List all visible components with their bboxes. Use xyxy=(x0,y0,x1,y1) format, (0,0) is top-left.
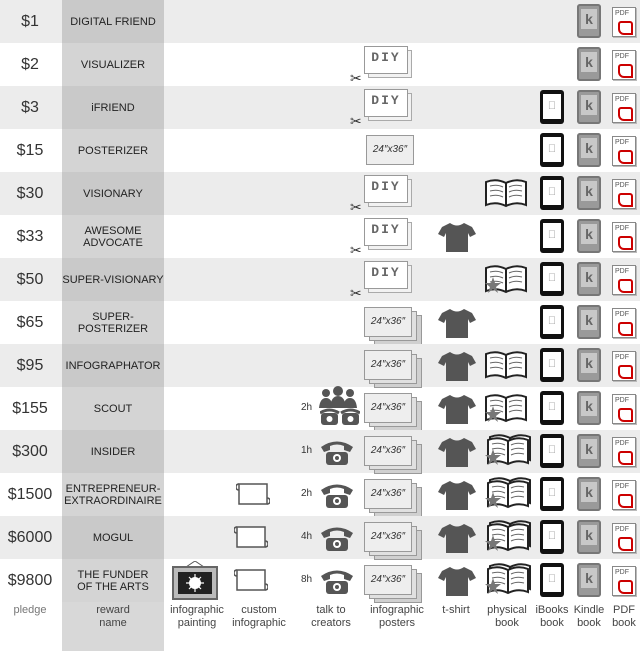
ipad-icon xyxy=(540,90,564,124)
kindle-letter: k xyxy=(581,439,597,459)
poster-icon: 24″x36″ xyxy=(364,393,418,423)
pledge-amount: $50 xyxy=(16,271,44,288)
pledge-amount: $3 xyxy=(21,99,39,116)
kindle-icon xyxy=(577,133,601,167)
tier-row xyxy=(0,430,640,473)
pdf-icon xyxy=(612,7,636,37)
ipad-icon xyxy=(540,305,564,339)
tier-row xyxy=(0,43,640,86)
diy-poster-icon: DIY ✂ xyxy=(350,218,412,254)
painting-icon xyxy=(170,561,220,595)
pledge-amount: $2 xyxy=(21,56,39,73)
physical-book-icon xyxy=(484,565,528,595)
phone-icon xyxy=(320,407,360,427)
tier-row xyxy=(0,0,640,43)
reward-name: SUPER-POSTERIZER xyxy=(62,301,164,344)
reward-name: ENTREPRENEUR- EXTRAORDINAIRE xyxy=(62,473,164,516)
pledge-amount: $155 xyxy=(12,400,48,417)
tier-row xyxy=(0,387,640,430)
footer-custom: custom infographic xyxy=(232,604,286,629)
phone-icon xyxy=(318,524,356,552)
apple-icon xyxy=(543,395,561,420)
kindle-letter: k xyxy=(581,353,597,373)
tshirt-icon xyxy=(438,522,476,554)
reward-name: VISIONARY xyxy=(62,172,164,215)
kindle-icon xyxy=(577,305,601,339)
kindle-icon xyxy=(577,477,601,511)
reward-name: VISUALIZER xyxy=(62,43,164,86)
physical-book-icon xyxy=(484,393,528,423)
kindle-icon xyxy=(577,4,601,38)
tier-row xyxy=(0,473,640,516)
kindle-icon xyxy=(577,391,601,425)
pledge-amount: $9800 xyxy=(7,572,53,589)
apple-icon xyxy=(543,266,561,291)
pdf-icon xyxy=(612,308,636,338)
pdf-icon xyxy=(612,394,636,424)
custom-infographic-icon xyxy=(234,567,266,593)
tshirt-icon xyxy=(438,393,476,425)
kindle-icon xyxy=(577,520,601,554)
phone-icon xyxy=(318,567,356,595)
apple-icon xyxy=(543,567,561,592)
talk-hours: 1h xyxy=(301,445,313,456)
ipad-icon xyxy=(540,262,564,296)
apple-icon xyxy=(543,309,561,334)
footer-physical: physical book xyxy=(487,604,527,629)
phone-icon xyxy=(318,438,356,466)
ipad-icon xyxy=(540,391,564,425)
footer-pledge: pledge xyxy=(13,604,47,616)
reward-name: INSIDER xyxy=(62,430,164,473)
tier-row xyxy=(0,172,640,215)
tier-row xyxy=(0,129,640,172)
poster-icon: 24″x36″ xyxy=(364,436,418,466)
diy-poster-icon: DIY ✂ xyxy=(350,175,412,211)
tier-row xyxy=(0,258,640,301)
pdf-icon xyxy=(612,222,636,252)
footer-painting: infographic painting xyxy=(170,604,224,629)
ipad-icon xyxy=(540,176,564,210)
kindle-letter: k xyxy=(581,310,597,330)
kindle-icon xyxy=(577,434,601,468)
apple-icon xyxy=(543,481,561,506)
ipad-icon xyxy=(540,348,564,382)
talk-hours: 8h xyxy=(301,574,313,585)
pledge-amount: $300 xyxy=(12,443,48,460)
apple-icon xyxy=(543,524,561,549)
tier-row xyxy=(0,301,640,344)
pdf-icon xyxy=(612,93,636,123)
tier-row xyxy=(0,86,640,129)
reward-name: AWESOME ADVOCATE xyxy=(62,215,164,258)
reward-name: SCOUT xyxy=(62,387,164,430)
reward-name: DIGITAL FRIEND xyxy=(62,0,164,43)
kindle-letter: k xyxy=(581,267,597,287)
tier-row xyxy=(0,516,640,559)
diy-poster-icon: DIY ✂ xyxy=(350,89,412,125)
apple-icon xyxy=(543,352,561,377)
kindle-icon xyxy=(577,262,601,296)
physical-book-icon xyxy=(484,178,528,208)
poster-icon: 24″x36″ xyxy=(364,350,418,380)
pdf-icon xyxy=(612,179,636,209)
pdf-icon xyxy=(612,437,636,467)
poster-icon: 24″x36″ xyxy=(364,307,418,337)
kindle-icon xyxy=(577,219,601,253)
footer-pdf: PDF book xyxy=(612,604,636,629)
physical-book-icon xyxy=(484,350,528,380)
phone-icon xyxy=(318,481,356,509)
kindle-icon xyxy=(577,563,601,597)
kindle-icon xyxy=(577,90,601,124)
diy-poster-icon: DIY ✂ xyxy=(350,46,412,82)
pledge-amount: $95 xyxy=(16,357,44,374)
kindle-letter: k xyxy=(581,138,597,158)
footer-ibooks: iBooks book xyxy=(535,604,569,629)
talk-hours: 2h xyxy=(301,488,313,499)
pdf-icon xyxy=(612,480,636,510)
poster-icon: 24″x36″ xyxy=(364,565,418,595)
pdf-icon xyxy=(612,50,636,80)
kindle-icon xyxy=(577,348,601,382)
apple-icon xyxy=(543,438,561,463)
apple-icon xyxy=(543,94,561,119)
apple-icon xyxy=(543,137,561,162)
custom-infographic-icon xyxy=(236,481,268,507)
footer-reward: reward name xyxy=(96,604,130,629)
footer-kindle: Kindle book xyxy=(573,604,605,629)
pledge-amount: $1500 xyxy=(7,486,53,503)
tshirt-icon xyxy=(438,565,476,597)
kindle-letter: k xyxy=(581,52,597,72)
footer-talk: talk to creators xyxy=(311,604,351,629)
pledge-amount: $6000 xyxy=(7,529,53,546)
pdf-icon xyxy=(612,265,636,295)
reward-name: POSTERIZER xyxy=(62,129,164,172)
kindle-icon xyxy=(577,47,601,81)
footer-tshirt: t-shirt xyxy=(442,604,470,616)
physical-book-icon xyxy=(484,522,528,552)
physical-book-icon xyxy=(484,264,528,294)
talk-hours: 2h xyxy=(301,402,313,413)
pledge-amount: $30 xyxy=(16,185,44,202)
poster-icon: 24″x36″ xyxy=(364,522,418,552)
kindle-letter: k xyxy=(581,181,597,201)
pdf-icon xyxy=(612,351,636,381)
poster-icon: 24″x36″ xyxy=(366,135,420,165)
pdf-icon xyxy=(612,566,636,596)
footer-posters: infographic posters xyxy=(370,604,424,629)
kindle-letter: k xyxy=(581,9,597,29)
pdf-icon xyxy=(612,523,636,553)
tshirt-icon xyxy=(438,350,476,382)
pdf-icon xyxy=(612,136,636,166)
tshirt-icon xyxy=(438,479,476,511)
reward-name: iFRIEND xyxy=(62,86,164,129)
tier-row xyxy=(0,559,640,602)
kindle-icon xyxy=(577,176,601,210)
ipad-icon xyxy=(540,520,564,554)
ipad-icon xyxy=(540,563,564,597)
talk-hours: 4h xyxy=(301,531,313,542)
pledge-amount: $33 xyxy=(16,228,44,245)
tier-row xyxy=(0,215,640,258)
reward-name: INFOGRAPHATOR xyxy=(62,344,164,387)
tshirt-icon xyxy=(438,221,476,253)
kindle-letter: k xyxy=(581,396,597,416)
pledge-amount: $65 xyxy=(16,314,44,331)
tshirt-icon xyxy=(438,436,476,468)
kindle-letter: k xyxy=(581,224,597,244)
diy-poster-icon: DIY ✂ xyxy=(350,261,412,297)
apple-icon xyxy=(543,223,561,248)
kindle-letter: k xyxy=(581,525,597,545)
tshirt-icon xyxy=(438,307,476,339)
poster-icon: 24″x36″ xyxy=(364,479,418,509)
ipad-icon xyxy=(540,477,564,511)
pledge-amount: $1 xyxy=(21,13,39,30)
ipad-icon xyxy=(540,133,564,167)
kindle-letter: k xyxy=(581,568,597,588)
reward-name: THE FUNDER OF THE ARTS xyxy=(62,559,164,602)
reward-name: MOGUL xyxy=(62,516,164,559)
tier-row xyxy=(0,344,640,387)
custom-infographic-icon xyxy=(234,524,266,550)
physical-book-icon xyxy=(484,436,528,466)
kindle-letter: k xyxy=(581,482,597,502)
reward-name: SUPER-VISIONARY xyxy=(62,258,164,301)
ipad-icon xyxy=(540,434,564,468)
ipad-icon xyxy=(540,219,564,253)
apple-icon xyxy=(543,180,561,205)
kindle-letter: k xyxy=(581,95,597,115)
pledge-amount: $15 xyxy=(16,142,44,159)
physical-book-icon xyxy=(484,479,528,509)
